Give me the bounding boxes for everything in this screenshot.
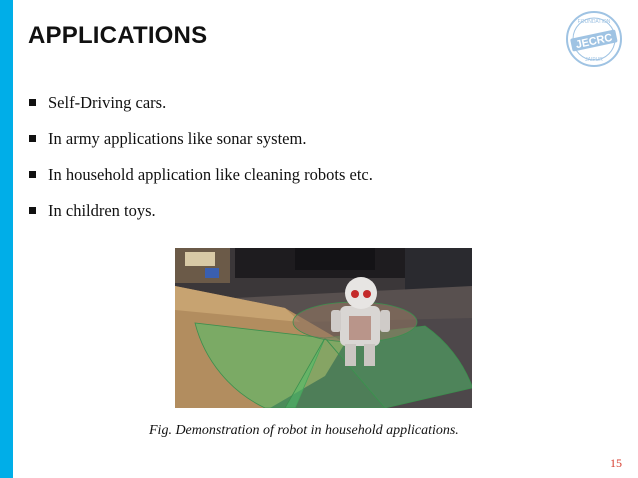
bullet-text: In children toys. [48,201,156,220]
bullet-text: In household application like cleaning robots etc. [48,165,373,184]
list-item [28,165,373,201]
bullet-text: In army applications like sonar system. [48,129,307,148]
college-logo-icon [563,10,625,68]
list-item [28,129,373,165]
figure-caption: Fig. Demonstration of robot in household applications. [149,423,459,438]
logo-arc-top: FOUNDATION [577,19,611,25]
logo-arc-bottom: JAIPUR [585,57,603,63]
bullet-square-icon [29,207,36,214]
bullet-square-icon [29,99,36,106]
robot-household-photo [175,248,472,408]
bullet-square-icon [29,171,36,178]
bullet-square-icon [29,135,36,142]
bullet-text: Self-Driving cars. [48,93,167,112]
list-item [28,93,373,129]
list-item [28,201,373,237]
accent-sidebar-bar [0,0,13,478]
bullet-list [28,93,373,237]
slide-title: APPLICATIONS [28,22,208,49]
page-number: 15 [610,456,622,470]
logo-text: JECRC [574,31,614,52]
